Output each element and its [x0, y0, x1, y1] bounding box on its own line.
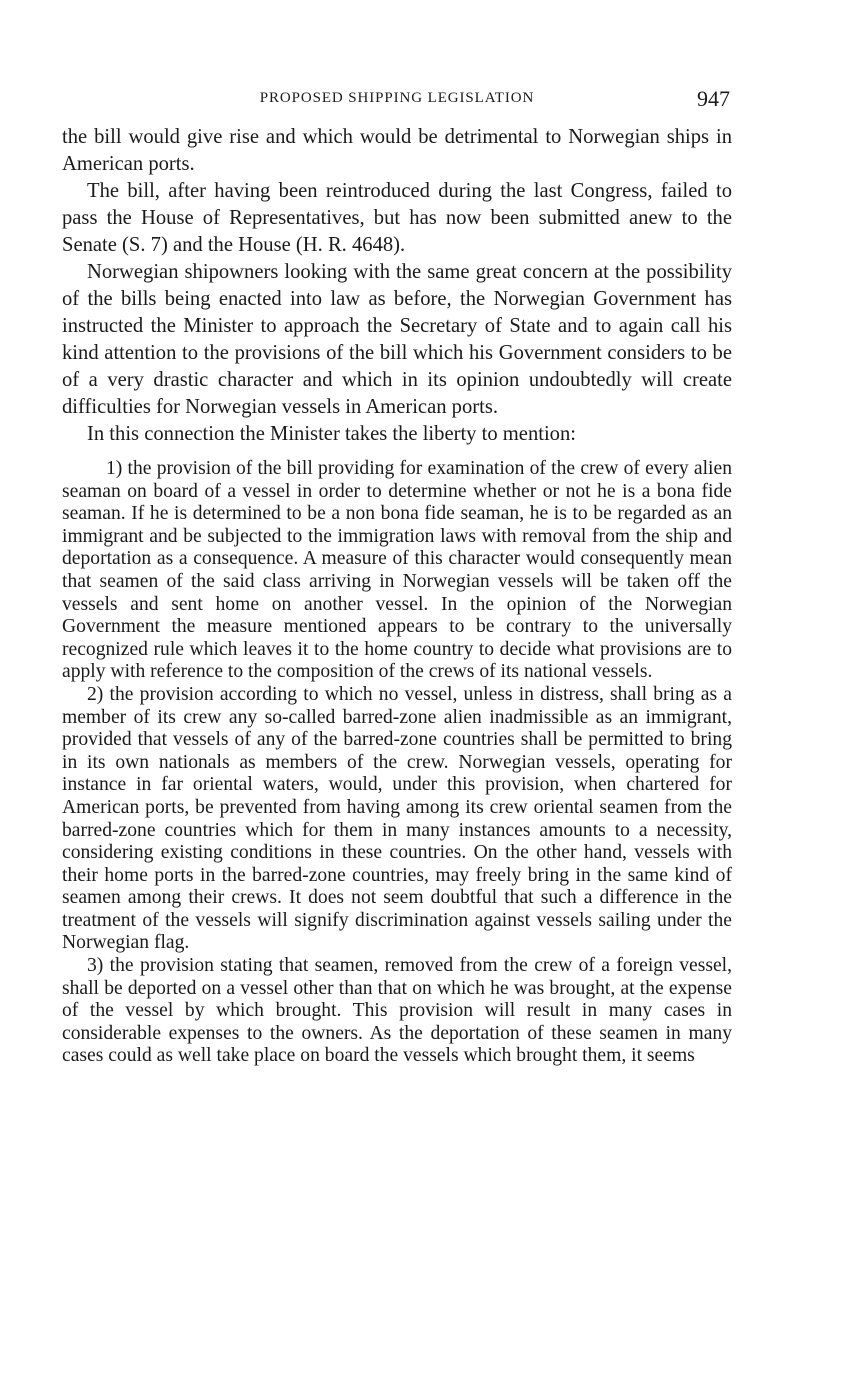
running-title: PROPOSED SHIPPING LEGISLATION [259, 90, 535, 106]
paragraph-bill-status: The bill, after having been reintroduced during the last Congress, failed to pass the House of Representatives, but has now been submitted anew to the Senate (S. 7) and the House (H. R. 4648). [62, 180, 732, 256]
provisions-list [62, 458, 732, 1068]
provision-item-1: 1) the provision of the bill providing for examination of the crew of every alien seaman on board of a vessel in order to determine whether or not he is a bona fide seaman. If he is determined to be a non bona fide seaman, he is to be regarded as an immigrant and be subjected to the immigration laws with removal from the ship and deportation as a consequence. A measure of this character would consequently mean that seamen of the said class arriving in Norwegian vessels will be taken off the vessels and sent home on another vessel. In the opinion of the Norwegian Government the measure mentioned appears to be contrary to the universally recognized rule which leaves it to the home country to decide what provisions are to apply with reference to the composition of the crews of its national vessels. [62, 458, 732, 683]
document-page [62, 86, 732, 1068]
page-number: 947 [697, 86, 730, 111]
paragraph-norwegian-concern: Norwegian shipowners looking with the same great concern at the possibility of the bills being enacted into law as before, the Norwegian Government has instructed the Minister to approach the Secretary of State and to again call his kind attention to the provisions of the bill which his Government considers to be of a very drastic character and which in its opinion undoubtedly will create difficulties for Norwegian vessels in American ports. [62, 261, 732, 418]
provision-item-3: 3) the provision stating that seamen, removed from the crew of a foreign vessel, shall be deported on a vessel other than that on which he was brought, at the expense of the vessel by which brought. This provision will result in many cases in considerable expenses to the owners. As the deportation of these seamen in many cases could as well take place on board the vessels which brought them, it seems [62, 955, 732, 1067]
provision-item-2: 2) the provision according to which no vessel, unless in distress, shall bring as a member of its crew any so-called barred-zone alien inadmissible as an immigrant, provided that vessels of any of the barred-zone countries shall be permitted to bring in its own nationals as members of the crew. Norwegian vessels, operating for instance in far oriental waters, would, under this provision, when chartered for American ports, be prevented from having among its crew oriental seamen from the barred-zone countries which for them in many instances amounts to a necessity, considering existing conditions in these countries. On the other hand, vessels with their home ports in the barred-zone countries, may freely bring in the same kind of seamen among their crews. It does not seem doubtful that such a difference in the treatment of the vessels will signify discrimination against vessels sailing under the Norwegian flag. [62, 683, 732, 954]
running-header [62, 86, 732, 116]
body-text [62, 124, 732, 448]
paragraph-mention-intro: In this connection the Minister takes the liberty to mention: [87, 423, 577, 445]
paragraph-continuation: the bill would give rise and which would be detrimental to Norwegian ships in American ports. [62, 126, 732, 175]
